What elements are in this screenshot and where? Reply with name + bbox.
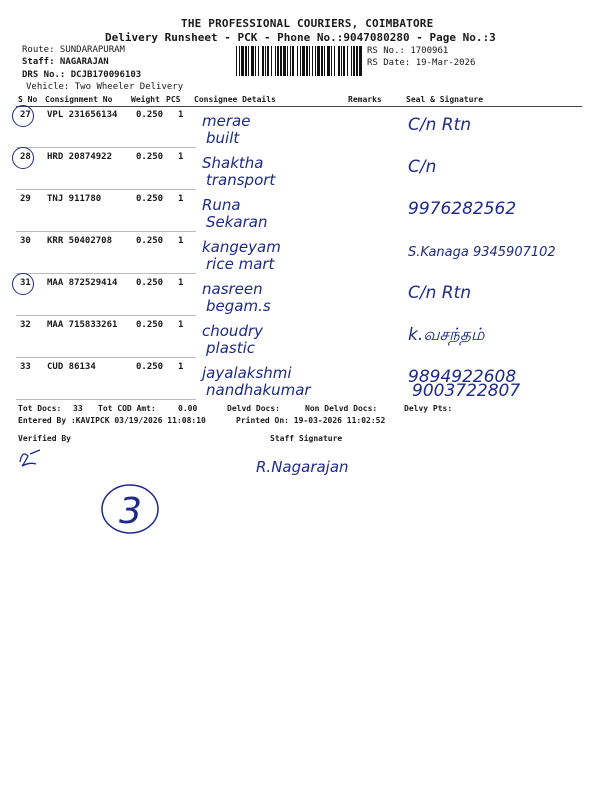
row-consignment: HRD 20874922	[47, 152, 113, 162]
row-consignment: VPL 231656134	[47, 110, 118, 120]
consignee-handwriting: Runa	[202, 196, 241, 214]
runsheet-subtitle: Delivery Runsheet - PCK - Phone No.:9047080280 - Page No.:3	[105, 31, 496, 44]
consignee-handwriting: nasreen	[202, 280, 263, 298]
row-pcs: 1	[178, 194, 184, 204]
row-sno: 32	[20, 320, 31, 330]
verified-by-label: Verified By	[18, 434, 71, 443]
entered-by: Entered By :KAVIPCK 03/19/2026 11:08:10	[18, 416, 206, 425]
tot-docs-value: 33	[73, 404, 83, 413]
consignee-handwriting: jayalakshmi	[202, 364, 292, 382]
verifier-signature	[20, 450, 40, 466]
consignee-handwriting: rice mart	[206, 255, 275, 273]
seal-handwriting: C/n Rtn	[408, 283, 472, 303]
row-pcs: 1	[178, 362, 184, 372]
delvd-docs-label: Delvd Docs:	[227, 404, 280, 413]
row-weight: 0.250	[136, 110, 164, 120]
col-remarks: Remarks	[348, 95, 382, 104]
consignee-handwriting: choudry	[202, 322, 264, 340]
consignee-handwriting: Shaktha	[202, 154, 264, 172]
seal-handwriting: 9976282562	[408, 199, 517, 219]
row-consignment: MAA 872529414	[47, 278, 118, 288]
row-sno: 30	[20, 236, 31, 246]
consignee-handwriting: begam.s	[206, 297, 271, 315]
staff-signature-hand: R.Nagarajan	[256, 458, 349, 476]
row-weight: 0.250	[136, 320, 164, 330]
col-seal: Seal & Signature	[406, 95, 484, 104]
col-pcs: PCS	[166, 95, 181, 104]
seal-handwriting: C/n Rtn	[408, 115, 472, 135]
col-consignment: Consignment No	[45, 95, 113, 104]
row-pcs: 1	[178, 236, 184, 246]
tot-cod-label: Tot COD Amt:	[98, 404, 156, 413]
printed-on: Printed On: 19-03-2026 11:02:52	[236, 416, 386, 425]
consignee-handwriting: plastic	[206, 339, 255, 357]
row-consignment: MAA 715833261	[47, 320, 118, 330]
row-consignment: TNJ 911780	[47, 194, 102, 204]
row-consignment: CUD 86134	[47, 362, 96, 372]
consignee-handwriting: built	[206, 129, 240, 147]
seal-handwriting: k.வசந்தம்	[408, 325, 485, 345]
row-sno: 31	[20, 278, 31, 288]
staff-signature-label: Staff Signature	[270, 434, 343, 443]
tot-cod-value: 0.00	[178, 404, 198, 413]
runsheet-title: THE PROFESSIONAL COURIERS, COIMBATORE	[181, 17, 434, 30]
row-consignment: KRR 50402708	[47, 236, 113, 246]
row-weight: 0.250	[136, 152, 164, 162]
vehicle-label: Vehicle: Two Wheeler Delivery	[26, 82, 184, 92]
row-pcs: 1	[178, 320, 184, 330]
row-sno: 29	[20, 194, 31, 204]
row-weight: 0.250	[136, 194, 164, 204]
rs-number: RS No.: 1700961	[367, 46, 449, 56]
row-sno: 28	[20, 152, 31, 162]
consignee-handwriting: kangeyam	[202, 238, 281, 256]
row-sno: 33	[20, 362, 31, 372]
row-weight: 0.250	[136, 362, 164, 372]
non-delvd-docs-label: Non Delvd Docs:	[305, 404, 378, 413]
consignee-handwriting: Sekaran	[206, 213, 268, 231]
row-pcs: 1	[178, 152, 184, 162]
row-pcs: 1	[178, 278, 184, 288]
route-label: Route: SUNDARAPURAM	[22, 45, 125, 55]
row-weight: 0.250	[136, 236, 164, 246]
delvy-pts-label: Delvy Pts:	[404, 404, 453, 413]
page-mark-hand: 3	[119, 491, 142, 532]
col-sno: S No	[18, 95, 38, 104]
col-consignee: Consignee Details	[194, 95, 276, 104]
seal-handwriting: 9894922608	[408, 367, 517, 387]
row-sno: 27	[20, 110, 31, 120]
row-pcs: 1	[178, 110, 184, 120]
seal-handwriting: C/n	[408, 157, 437, 177]
row-weight: 0.250	[136, 278, 164, 288]
seal-handwriting: S.Kanaga 9345907102	[408, 245, 556, 260]
staff-label: Staff: NAGARAJAN	[22, 57, 109, 67]
consignee-handwriting: nandhakumar	[206, 381, 311, 399]
rs-date: RS Date: 19-Mar-2026	[367, 58, 476, 68]
consignee-handwriting: merae	[202, 112, 251, 130]
tot-docs-label: Tot Docs:	[18, 404, 62, 413]
consignee-handwriting: transport	[206, 171, 276, 189]
seal-handwriting: 9003722807	[412, 381, 521, 401]
col-weight: Weight	[131, 95, 160, 104]
drs-number: DRS No.: DCJB170096103	[22, 70, 142, 80]
